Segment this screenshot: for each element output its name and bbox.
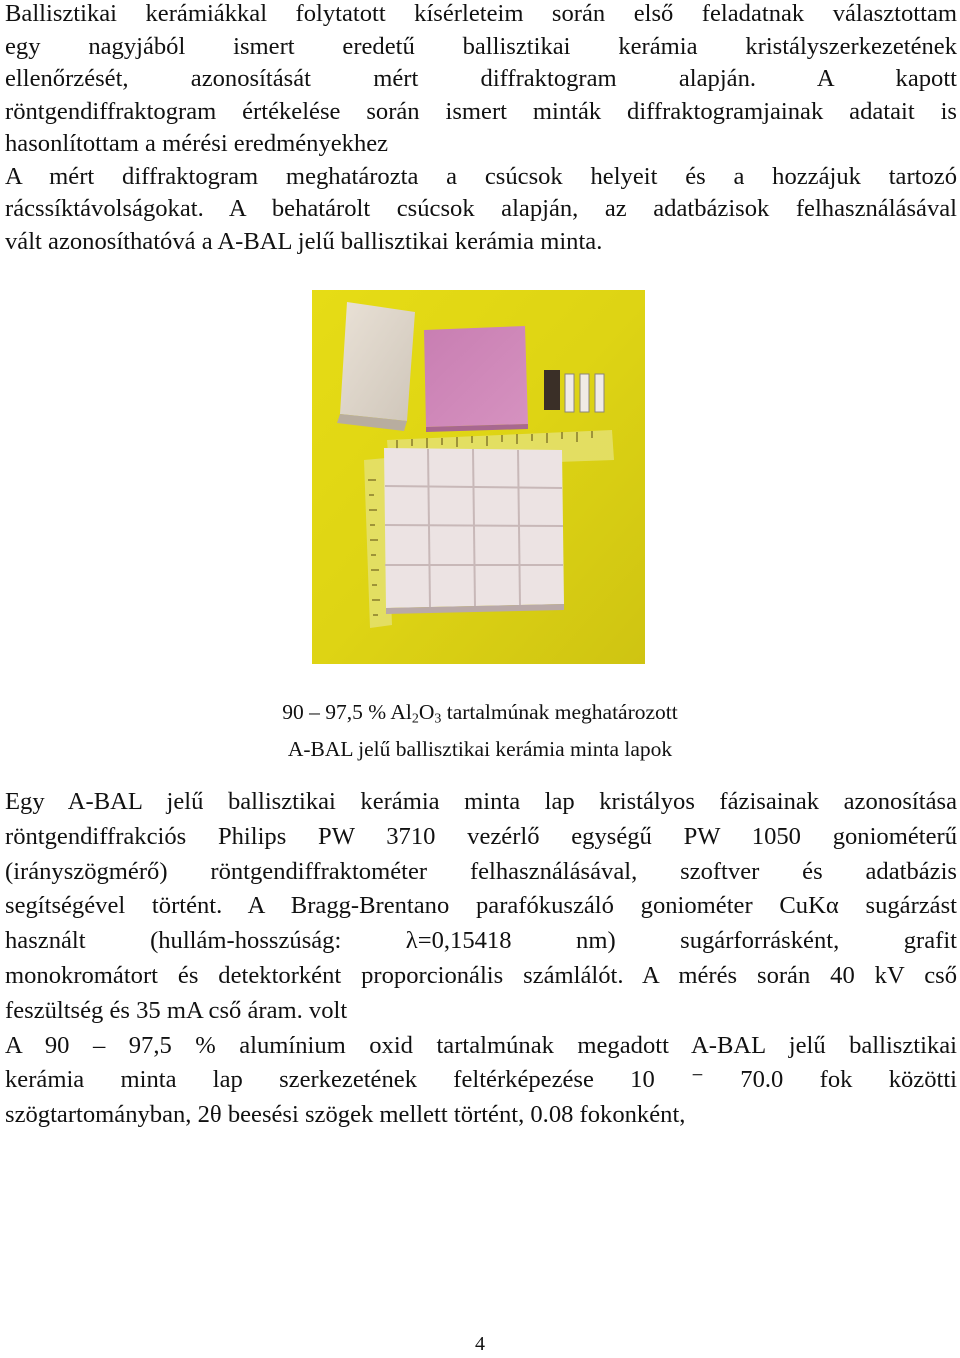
body-line: kerámia minta lap szerkezetének feltérképezése 10 ⁻ 70.0 fok közötti (5, 1066, 957, 1094)
intro-line: rácssíktávolságokat. A behatárolt csúcsok alapján, az adatbázisok felhasználásával (5, 195, 957, 222)
intro-line: Ballisztikai kerámiákkal folytatott kísérleteim során első feladatnak választottam (5, 0, 957, 27)
body-line: (irányszögmérő) röntgendiffraktométer felhasználásával, szoftver és adatbázis (5, 857, 957, 885)
body-line: feszültség és 35 mA cső áram. volt (5, 996, 348, 1024)
figure-caption (0, 697, 960, 764)
intro-line: A mért diffraktogram meghatározta a csúcsok helyeit és a hozzájuk tartozó (5, 162, 957, 190)
intro-paragraph (5, 0, 957, 258)
intro-line: röntgendiffraktogram értékelése során ismert minták diffraktogramjainak adatait is (5, 97, 957, 125)
body-line: A 90 – 97,5 % alumínium oxid tartalmúnak megadott A-BAL jelű ballisztikai (5, 1031, 957, 1059)
body-line: használt (hullám-hosszúság: λ=0,15418 nm) sugárforrásként, grafit (5, 927, 957, 955)
intro-line: ellenőrzését, azonosítását mért diffraktogram alapján. A kapott (5, 65, 957, 92)
page-number: 4 (475, 1333, 485, 1355)
intro-line: hasonlítottam a mérési eredményekhez (5, 130, 389, 157)
caption-line-1: 90 – 97,5 % $Al_2O_3$ tartalmúnak meghatározott (282, 700, 678, 727)
body-line: szögtartományban, 2θ beesési szögek mellett történt, 0.08 fokonként, (5, 1101, 686, 1129)
body-line: segítségével történt. A Bragg-Brentano parafókuszáló goniométer CuKα sugárzást (5, 892, 957, 920)
ceramic-samples-photo (312, 290, 645, 664)
intro-line: egy nagyjából ismert eredetű ballisztikai kerámia kristályszerkezetének (5, 32, 957, 60)
caption-line-2: A-BAL jelű ballisztikai kerámia minta lapok (287, 737, 673, 762)
body-paragraph (5, 785, 957, 1133)
body-line: monokromátort és detektorként proporcionális számlálót. A mérés során 40 kV cső (5, 961, 957, 989)
intro-line: vált azonosíthatóvá a A-BAL jelű ballisztikai kerámia minta. (5, 227, 603, 255)
body-line: röntgendiffrakciós Philips PW 3710 vezérlő egységű PW 1050 goniométerű (5, 822, 957, 850)
body-line: Egy A-BAL jelű ballisztikai kerámia minta lap kristályos fázisainak azonosítása (5, 788, 957, 815)
